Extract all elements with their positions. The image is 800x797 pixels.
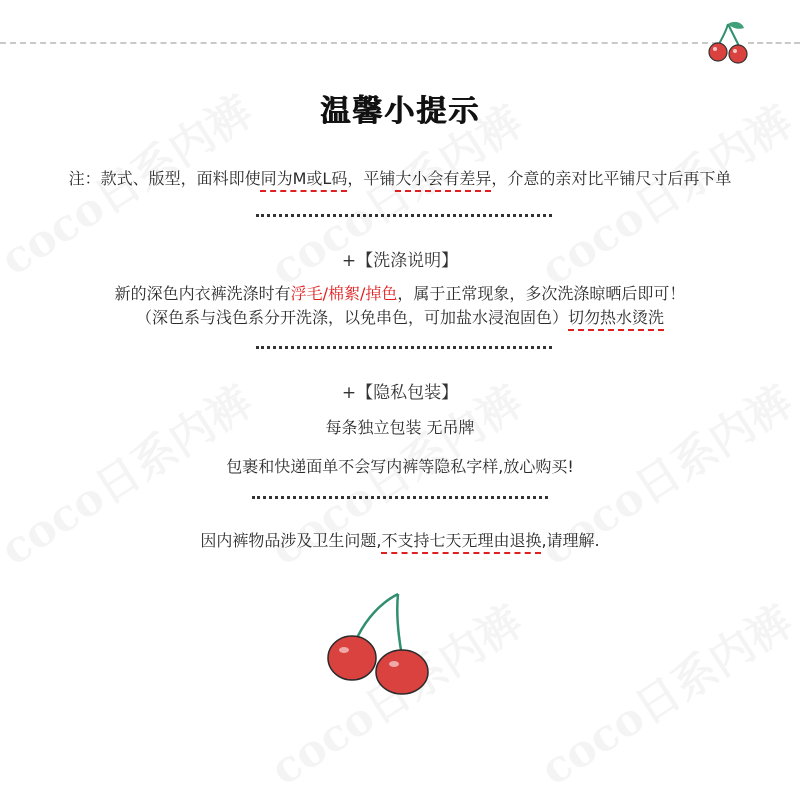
size-note-underlined-2: 大小会有差异 [395,169,492,188]
wash-heading: +【洗涤说明】 [341,251,459,271]
wash-line-1-prefix: 新的深色内衣裤洗涤时有 [114,284,291,303]
top-dashed-divider-right [748,42,800,44]
policy-line [0,528,800,551]
policy-prefix: 因内裤物品涉及卫生问题, [200,531,382,550]
wash-line-1-highlight: 浮毛/棉絮/掉色 [290,284,398,303]
page-title: 温馨小提示 [320,94,480,129]
small-cherry-icon [704,18,754,66]
policy-suffix: ,请理解. [541,531,600,550]
size-note-mid: ，平铺 [347,169,396,188]
wash-line-1-suffix: ，属于正常现象，多次洗涤晾晒后即可！ [397,284,686,303]
dotted-divider [252,496,548,499]
size-note-prefix: 注：款式、版型，面料即使 [68,169,261,188]
privacy-heading: +【隐私包装】 [341,383,459,403]
wash-line-2-underlined: 切勿热水烫洗 [568,308,665,327]
top-dashed-divider [0,42,718,44]
dotted-divider [256,346,552,349]
size-note-suffix: ，介意的亲对比平铺尺寸后再下单 [491,169,732,188]
policy-underlined: 不支持七天无理由退换 [381,531,542,550]
watermark [526,587,800,797]
cherry-icon [320,588,440,698]
wash-line-2 [0,305,800,328]
privacy-line-1: 每条独立包装 无吊牌 [325,418,475,437]
wash-line-2-prefix: （深色系与浅色系分开洗涤，以免串色，可加盐水浸泡固色） [135,308,568,327]
wash-line-1 [0,281,800,304]
dotted-divider [256,214,552,217]
privacy-line-2: 包裹和快递面单不会写内裤等隐私字样,放心购买! [226,457,574,476]
size-note-underlined-1: 同为M或L码 [260,169,348,188]
size-note [0,166,800,189]
